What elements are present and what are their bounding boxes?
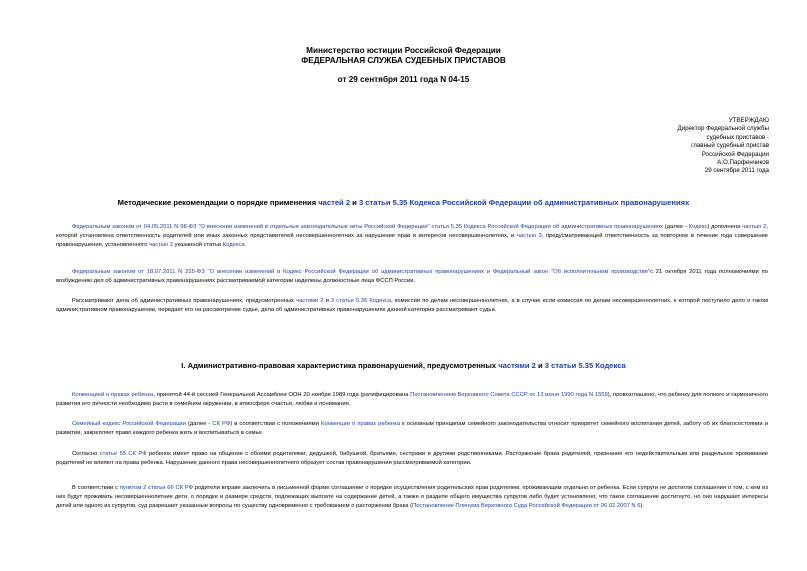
service-title: ФЕДЕРАЛЬНАЯ СЛУЖБА СУДЕБНЫХ ПРИСТАВОВ xyxy=(301,56,506,65)
paragraph-2 xyxy=(56,268,768,286)
title-link[interactable]: частей 2 xyxy=(318,198,351,207)
text: , комиссии по делам несовершеннолетних, а в случае если комиссия по делам несовершеннолетних, к которой поступило дело о таком административном правонарушении, передает его на рассмотрение судье, дела об административных правонарушениях данной категории рассматривают судьи. xyxy=(56,298,768,314)
law-link[interactable]: Федеральным законом от 04.05.2011 N 98-ФЗ "О внесении изменений в отдельные законодательные акты Российской Федерации" xyxy=(72,224,430,230)
text: . xyxy=(244,242,247,249)
paragraph-3 xyxy=(56,297,768,315)
section-heading xyxy=(0,361,807,371)
title-text: Методические рекомендации о порядке применения xyxy=(117,198,319,207)
document-date-number: от 29 сентября 2011 года N 04-15 xyxy=(337,75,470,84)
approval-block xyxy=(609,117,769,176)
approval-line: главный судебный пристав xyxy=(691,142,769,150)
law-link[interactable]: Конвенцией о правах ребенка xyxy=(72,392,154,398)
law-link[interactable]: частью 2 xyxy=(742,224,767,230)
approval-line: судебных приставов - xyxy=(706,133,769,141)
text: (далее - xyxy=(662,224,689,230)
law-link[interactable]: статья 5.35 Кодекса Российской Федерации об административных правонарушениях xyxy=(431,224,663,230)
law-link[interactable]: частью 3 xyxy=(516,233,542,240)
law-link[interactable]: Кодекса xyxy=(222,242,245,249)
paragraph-4 xyxy=(56,391,768,409)
text: ). xyxy=(640,503,644,510)
paragraph-1 xyxy=(56,223,768,251)
law-link[interactable]: Постановление Пленума Верховного Суда Российской Федерации от 06.02.2007 N 6 xyxy=(412,503,641,510)
law-link[interactable]: частями 2 xyxy=(296,298,324,304)
text: Согласно xyxy=(72,451,100,457)
law-link[interactable]: частью 2 xyxy=(148,242,173,249)
approval-line: А.О.Парфенчиков xyxy=(717,159,769,167)
text: (далее - xyxy=(185,421,213,427)
law-link[interactable]: статье 55 СК РФ xyxy=(99,451,147,457)
law-link[interactable]: пунктом 2 статьи 66 СК РФ xyxy=(119,485,193,491)
text: ) дополнена xyxy=(707,224,743,230)
text: ) в соответствии с положениями xyxy=(230,421,321,427)
text: , предусматривающей ответственность за повторное в течение года совершение правонарушения, установленного xyxy=(56,233,768,249)
text: указанной статьи xyxy=(172,242,223,249)
text: ), провозглашено, что ребенку для полного и гармоничного развития его личности необходимо расти в семейном окружении, в атмосфере счастья, любви и понимания. xyxy=(56,392,768,408)
law-link[interactable]: Федеральным законом от 18.07.2011 N 225-ФЗ "О внесении изменений в Кодекс Российской Федерации об административных правонарушениях и Федеральный закон "Об исполнительном производстве" xyxy=(72,269,651,275)
law-link[interactable]: СК РФ xyxy=(212,421,231,427)
heading-text: I. Административно-правовая характеристика правонарушений, предусмотренных xyxy=(181,361,499,370)
ministry-title: Министерство юстиции Российской Федерации xyxy=(306,46,501,55)
approval-line: 29 сентября 2011 года xyxy=(704,167,769,175)
text: к основным принципам семейного законодательства относит приоритет семейного воспитания детей, заботу об их благосостоянии и развитии, закрепляет право каждого ребенка жить и воспитываться в семье. xyxy=(56,421,768,437)
heading-text: и xyxy=(535,361,545,370)
title-text: и xyxy=(350,198,359,207)
approval-line: Российской Федерации xyxy=(701,150,769,158)
text: В соответствии с xyxy=(72,485,120,491)
paragraph-6 xyxy=(56,450,768,468)
title-link[interactable]: 3 статьи 5.35 Кодекса Российской Федерации об административных правонарушениях xyxy=(358,198,690,207)
heading-link[interactable]: частями 2 xyxy=(498,361,536,370)
law-link[interactable]: Семейный кодекс Российской Федерации xyxy=(72,421,186,427)
text: с 21 октября 2011 года полномочиями по возбуждению дел об административных правонарушениях рассматриваемой категории наделены должностные лица ФССП России. xyxy=(56,269,768,285)
law-link[interactable]: Постановлением Верховного Совета СССР от 13 июня 1990 года N 1559 xyxy=(410,392,608,398)
approval-line: Директор Федеральной службы xyxy=(677,125,769,133)
text: Рассматривают дела об административных правонарушениях, предусмотренных xyxy=(72,298,297,304)
paragraph-5 xyxy=(56,420,768,438)
paragraph-7 xyxy=(56,484,768,512)
text: и xyxy=(323,298,331,304)
heading-link[interactable]: 3 статьи 5.35 Кодекса xyxy=(544,361,626,370)
approval-line: УТВЕРЖДАЮ xyxy=(728,117,769,124)
law-link[interactable]: 3 статьи 5.35 Кодекса xyxy=(330,298,392,304)
text: , которой установлена ответственность родителей или иных законных представителей несовершеннолетних за нарушение прав и интересов несовершеннолетних, и xyxy=(56,224,768,240)
text: родители вправе заключить в письменной форме соглашение о порядке осуществления родительских прав родителем, проживающим отдельно от ребенка. Если супруги не достигли соглашения о том, с кем из них будут проживать несовершеннолетние дети, о порядке и размере средств, подлежащих выплате на содержание детей, а также о разделе общего имущества супругов либо будет установлено, что такое соглашение достигнуто, но оно нарушает интересы детей или одного из супругов, суд разрешает указанные вопросы по существу одновременно с требованием о расторжении брака ( xyxy=(56,485,768,510)
law-link[interactable]: Конвенции о правах ребенка xyxy=(320,421,401,427)
text: ребенок имеет право на общение с обоими родителями, дедушкой, бабушкой, братьями, сестрами и другими родственниками. Расторжение брака родителей, признание его недействительным или раздельное проживание родителей не влияют на права ребенка. Нарушение данного права несовершеннолетнего образует состав правонарушения рассматриваемой категории. xyxy=(56,451,768,467)
text: , принятой 44-й сессией Генеральной Ассамблеи ООН 20 ноября 1989 года (ратифицирована xyxy=(153,392,411,398)
document-title xyxy=(0,198,807,208)
law-link[interactable]: Кодекс xyxy=(688,224,708,230)
